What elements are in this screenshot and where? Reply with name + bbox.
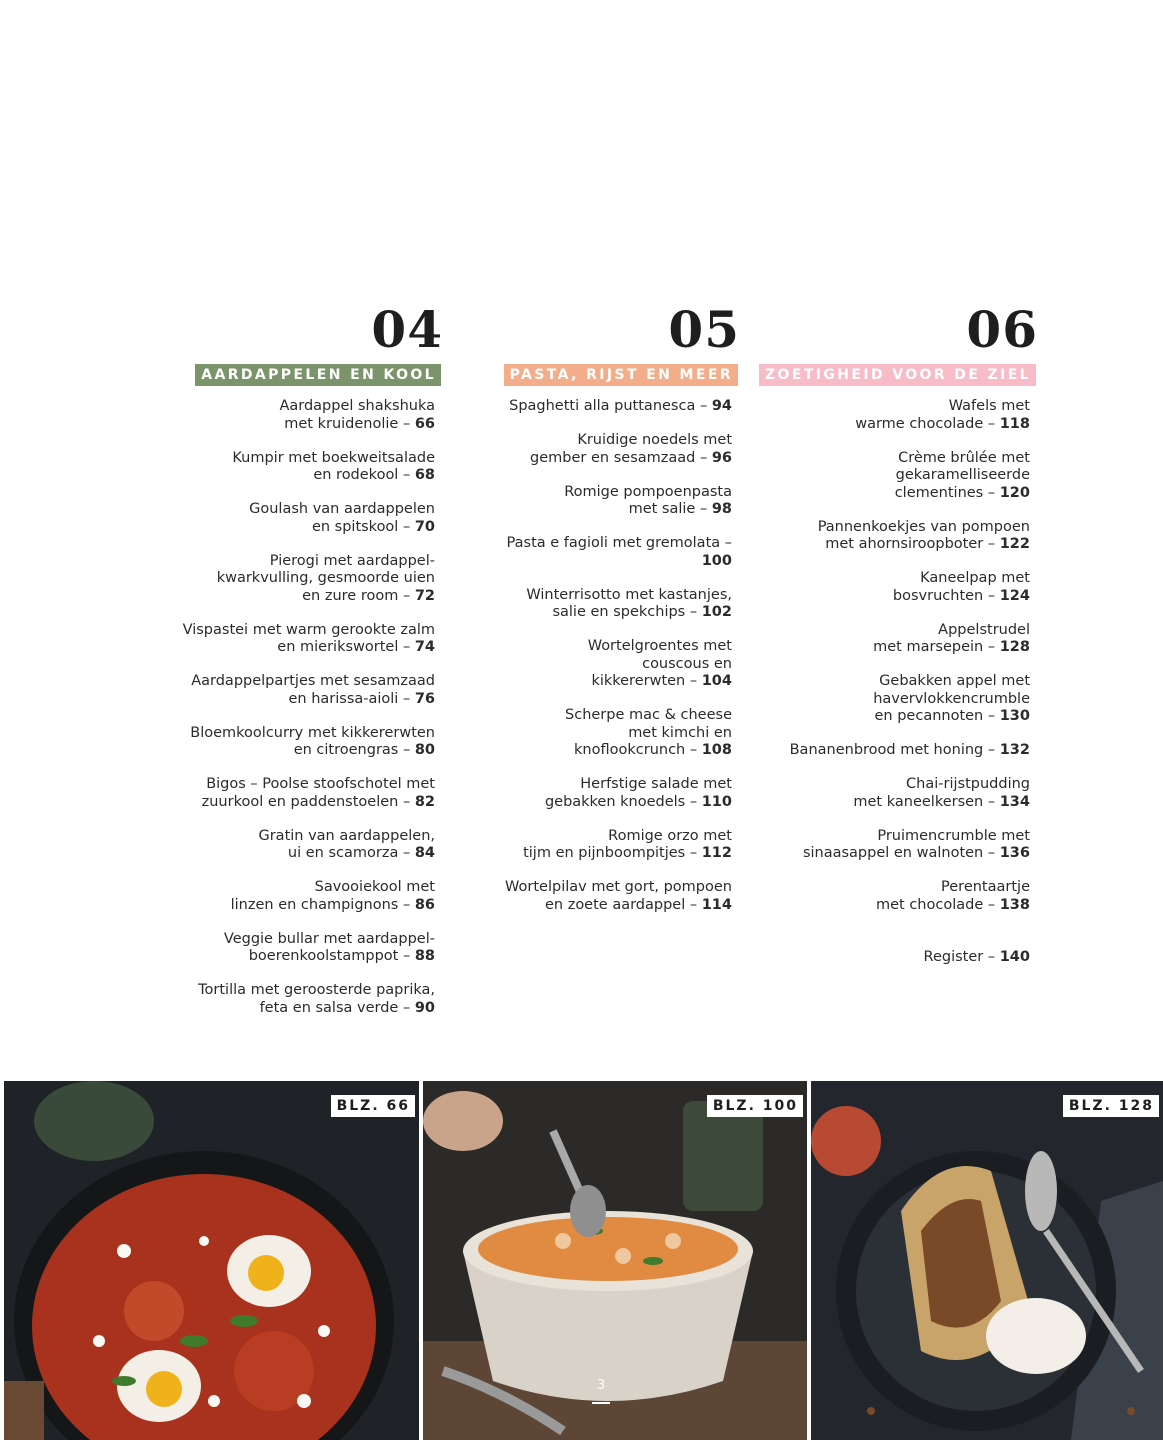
recipe-title-text: linzen en champignons [230,896,399,913]
recipe-title-line [438,879,732,897]
page-reference-label: BLZ. 100 [707,1095,803,1117]
recipe-title-line [141,553,435,571]
recipe-title-text: Herfstige salade met [580,776,732,792]
recipe-title-text: zuurkool en paddenstoelen [201,793,399,810]
recipe-title-line [736,588,1030,606]
recipe-title-text: en harissa-aioli [288,690,399,707]
recipe-title-line [736,828,1030,846]
recipe-title-line [141,828,435,846]
chapter-number: 05 [668,300,740,359]
recipe-title-text: en zoete aardappel [544,896,686,913]
recipe-title-text: kikkererwten [591,673,686,689]
recipe-entry [141,879,441,914]
recipe-title-text: Tortilla met geroosterde paprika, [198,982,435,998]
recipe-title-line [141,467,435,485]
recipe-title-text: Bananenbrood met honing [789,742,984,758]
pasta-image [423,1081,807,1440]
recipe-title-text: warme chocolade [855,415,984,432]
recipe-page-number: 96 [711,449,732,466]
recipe-separator: – [685,845,702,861]
recipe-title-line [438,398,732,416]
recipe-title-line [141,982,435,1000]
recipe-title-text: boerenkoolstamppot [248,948,399,964]
recipe-page-number: 110 [701,793,732,810]
recipe-title-line [141,725,435,743]
recipe-separator: – [695,501,712,517]
recipe-title-text: feta en salsa verde [259,999,399,1016]
recipe-title-text: Goulash van aardappelen [249,501,435,517]
register-label: Register [923,949,984,965]
page-reference-label: BLZ. 128 [1063,1095,1159,1117]
strudel-image [811,1081,1163,1440]
recipe-title-line [141,501,435,519]
recipe-separator: – [983,708,1000,724]
recipe-title-line [438,535,732,553]
recipe-title-line [736,467,1030,485]
recipe-separator: – [398,415,415,432]
recipe-title-text: Gratin van aardappelen, [258,827,435,844]
recipe-separator: – [983,845,1000,861]
recipe-title-line [438,742,732,760]
recipe-title-line [141,1000,435,1018]
recipe-entry [438,776,738,811]
recipe-title-line [736,691,1030,709]
recipe-title-text: Gebakken appel met [879,673,1030,689]
recipe-entry [438,432,738,467]
recipe-title-text: Kaneelpap met [920,570,1030,586]
recipe-entry [736,776,1036,811]
chapter-number: 06 [966,300,1038,359]
recipe-page-number: 120 [999,484,1030,501]
recipe-title-line [438,553,732,571]
recipe-entry [141,931,441,966]
recipe-page-number: 104 [701,673,732,689]
recipe-entry [438,879,738,914]
recipe-title-text: en pecannoten [874,708,984,724]
recipe-entry [141,776,441,811]
recipe-entry [736,450,1036,503]
recipe-title-text: salie en spekchips [552,604,686,620]
recipe-title-line [736,845,1030,863]
recipe-separator: – [983,793,1000,810]
recipe-entry [438,398,738,416]
recipe-title-line [438,587,732,605]
recipe-page-number: 122 [999,536,1030,552]
recipe-title-line [736,398,1030,416]
recipe-title-line [438,725,732,743]
recipe-title-text: Chai-rijstpudding [906,776,1030,792]
recipe-title-text: Veggie bullar met aardappel- [223,930,435,947]
recipe-entry [736,519,1036,554]
recipe-title-line [141,948,435,966]
recipe-page-number: 80 [414,742,435,758]
recipe-title-line [141,639,435,657]
recipe-title-line [141,416,435,434]
recipe-title-line [736,776,1030,794]
recipe-title-line [141,450,435,468]
recipe-title-text: Pruimencrumble met [877,827,1030,844]
recipe-title-line [438,897,732,915]
recipe-title-text: en citroengras [293,742,399,758]
recipe-page-number: 86 [414,896,435,913]
recipe-title-line [438,707,732,725]
recipe-title-line [736,794,1030,812]
recipe-title-text: Wafels met [948,398,1030,414]
recipe-entry [141,398,441,433]
recipe-page-number: 136 [999,845,1030,861]
recipe-title-text: Romige pompoenpasta [564,483,732,500]
recipe-page-number: 72 [414,587,435,604]
recipe-page-number: 82 [414,793,435,810]
recipe-title-text: Savooiekool met [314,879,435,895]
chapter-06 [736,300,1036,967]
recipe-separator: – [398,467,415,483]
recipe-title-line [736,897,1030,915]
recipe-title-line [141,742,435,760]
recipe-separator: – [398,793,415,810]
recipe-title-text: Bloemkoolcurry met kikkererwten [190,724,435,741]
recipe-title-line [736,708,1030,726]
chapter-title-banner: AARDAPPELEN EN KOOL [195,364,441,386]
recipe-title-text: Scherpe mac & cheese [565,707,732,723]
recipe-entry [438,484,738,519]
recipe-separator: – [685,793,702,810]
register-page-number: 140 [999,949,1030,965]
recipe-title-line [141,622,435,640]
recipe-entry [438,535,738,570]
photo-pasta [423,1081,807,1440]
recipe-title-line [438,656,732,674]
recipe-separator: – [695,398,712,414]
recipe-title-text: met salie [628,501,696,517]
recipe-entry [736,742,1036,760]
recipe-entry [141,982,441,1017]
recipe-title-line [141,776,435,794]
photo-strudel [811,1081,1163,1440]
recipe-entry [736,570,1036,605]
recipe-entry [438,638,738,691]
recipe-title-text: couscous en [642,655,732,672]
recipe-title-line [438,828,732,846]
recipe-separator: – [398,999,415,1016]
recipe-title-line [141,588,435,606]
recipe-separator: – [983,587,1000,604]
recipe-page-number: 94 [711,398,732,414]
recipe-separator: – [983,536,1000,552]
recipe-title-text: en rodekool [313,467,399,483]
recipe-title-line [736,485,1030,503]
recipe-page-number: 112 [701,845,732,861]
recipe-title-text: Kumpir met boekweitsalade [232,449,435,466]
recipe-entry [141,828,441,863]
recipe-separator: – [983,896,1000,913]
recipe-page-number: 98 [711,501,732,517]
recipe-page-number: 84 [414,845,435,861]
register-separator: – [983,949,1000,965]
recipe-separator: – [685,604,702,620]
recipe-entry [141,725,441,760]
recipe-title-text: Vispastei met warm gerookte zalm [182,621,435,638]
recipe-title-text: met kimchi en [628,724,732,741]
recipe-title-line [736,570,1030,588]
recipe-entry [438,707,738,760]
recipe-separator: – [695,449,712,466]
recipe-title-line [736,450,1030,468]
recipe-separator: – [983,415,1000,432]
recipe-page-number: 114 [701,896,732,913]
recipe-title-text: en zure room [302,587,399,604]
recipe-page-number: 74 [414,639,435,655]
recipe-entry [141,450,441,485]
recipe-title-text: met ahornsiroopboter [825,536,984,552]
recipe-entry [736,879,1036,914]
recipe-entry [141,501,441,536]
recipe-entry [438,828,738,863]
recipe-separator: – [398,845,415,861]
recipe-title-line [438,794,732,812]
recipe-page-number: 132 [999,742,1030,758]
recipe-title-line [438,604,732,622]
photo-shakshuka [4,1081,419,1440]
shakshuka-image [4,1081,419,1440]
recipe-title-text: Pannenkoekjes van pompoen [817,518,1030,535]
recipe-title-text: ui en scamorza [287,845,399,861]
recipe-title-text: kwarkvulling, gesmoorde uien [216,570,435,586]
recipe-separator: – [398,896,415,913]
recipe-title-text: Aardappelpartjes met sesamzaad [191,673,435,689]
recipe-page-number: 128 [999,639,1030,655]
recipe-entry [736,673,1036,726]
recipe-title-text: met kaneelkersen [853,793,984,810]
recipe-title-line [438,673,732,691]
recipe-title-line [736,416,1030,434]
recipe-page-number: 88 [414,948,435,964]
recipe-page-number: 68 [414,467,435,483]
recipe-title-line [141,398,435,416]
chapter-05 [438,300,738,931]
recipe-title-line [141,570,435,588]
recipe-page-number: 118 [999,415,1030,432]
recipe-title-line [736,519,1030,537]
recipe-title-line [141,691,435,709]
recipe-title-line [438,484,732,502]
recipe-title-text: Perentaartje [941,879,1030,895]
recipe-title-text: Pierogi met aardappel- [269,552,435,569]
recipe-title-text: Aardappel shakshuka [279,398,435,414]
recipe-title-line [438,845,732,863]
recipe-entry [736,828,1036,863]
recipe-title-text: knoflookcrunch [574,742,686,758]
chapter-title-banner: ZOETIGHEID VOOR DE ZIEL [759,364,1036,386]
recipe-title-text: sinaasappel en walnoten [802,845,984,861]
recipe-title-line [736,742,1030,760]
recipe-title-text: havervlokkencrumble [873,690,1030,707]
recipe-separator: – [983,742,1000,758]
recipe-title-text: gebakken knoedels [544,793,686,810]
recipe-title-line [736,622,1030,640]
recipe-page-number: 100 [701,552,732,569]
recipe-title-line [141,931,435,949]
recipe-title-text: Wortelpilav met gort, pompoen [505,879,732,895]
recipe-separator: – [685,673,702,689]
recipe-list [736,398,1036,914]
recipe-title-line [141,673,435,691]
recipe-entry [438,587,738,622]
recipe-separator: – [983,639,1000,655]
recipe-title-text: clementines [894,484,984,501]
recipe-separator: – [398,518,415,535]
recipe-title-text: bosvruchten [892,587,984,604]
recipe-entry [736,398,1036,433]
recipe-page-number: 124 [999,587,1030,604]
page-number-rule [592,1402,610,1404]
recipe-title-line [736,673,1030,691]
recipe-entry [141,553,441,606]
recipe-separator: – [398,639,415,655]
register-entry [736,949,1036,967]
recipe-title-line [736,879,1030,897]
recipe-separator: – [398,690,415,707]
page-reference-label: BLZ. 66 [331,1095,415,1117]
recipe-title-text: en spitskool [311,518,399,535]
recipe-entry [141,673,441,708]
recipe-title-text: Wortelgroentes met [587,638,732,654]
recipe-page-number: 102 [701,604,732,620]
recipe-title-text: met chocolade [875,896,984,913]
recipe-title-line [438,638,732,656]
recipe-title-text: Pasta e fagioli met gremolata – [506,535,732,551]
recipe-title-line [438,501,732,519]
recipe-page-number: 90 [414,999,435,1016]
recipe-title-line [736,536,1030,554]
recipe-title-line [141,897,435,915]
recipe-separator: – [685,896,702,913]
recipe-page-number: 108 [701,742,732,758]
recipe-title-text: Kruidige noedels met [577,432,732,448]
recipe-page-number: 70 [414,518,435,535]
recipe-entry [736,622,1036,657]
recipe-title-text: Appelstrudel [938,621,1030,638]
recipe-title-text: tijm en pijnboompitjes [523,845,686,861]
recipe-page-number: 138 [999,896,1030,913]
recipe-entry [141,622,441,657]
recipe-title-line [438,450,732,468]
recipe-title-line [141,879,435,897]
chapter-04 [141,300,441,1034]
recipe-page-number: 134 [999,793,1030,810]
recipe-separator: – [398,742,415,758]
recipe-title-line [141,794,435,812]
recipe-separator: – [983,484,1000,501]
recipe-title-line [438,432,732,450]
recipe-title-line [141,519,435,537]
recipe-page-number: 66 [414,415,435,432]
chapter-number: 04 [371,300,443,359]
recipe-list [141,398,441,1017]
recipe-title-text: met marsepein [873,639,984,655]
recipe-title-text: Spaghetti alla puttanesca [509,398,696,414]
recipe-title-text: Romige orzo met [608,827,732,844]
recipe-title-text: Crème brûlée met [898,449,1030,466]
recipe-title-text: en mierikswortel [277,639,399,655]
recipe-separator: – [398,948,415,964]
recipe-page-number: 76 [414,690,435,707]
recipe-page-number: 130 [999,708,1030,724]
recipe-title-line [141,845,435,863]
recipe-title-text: gekaramelliseerde [895,467,1030,483]
recipe-title-text: gember en sesamzaad [530,449,696,466]
recipe-list [438,398,738,914]
page-number: 3 [596,1378,606,1393]
recipe-title-text: Winterrisotto met kastanjes, [526,586,732,603]
recipe-separator: – [685,742,702,758]
recipe-title-line [438,776,732,794]
recipe-title-line [736,639,1030,657]
recipe-separator: – [398,587,415,604]
chapter-title-banner: PASTA, RIJST EN MEER [504,364,738,386]
recipe-title-text: Bigos – Poolse stoofschotel met [206,776,435,792]
recipe-title-text: met kruidenolie [284,415,399,432]
